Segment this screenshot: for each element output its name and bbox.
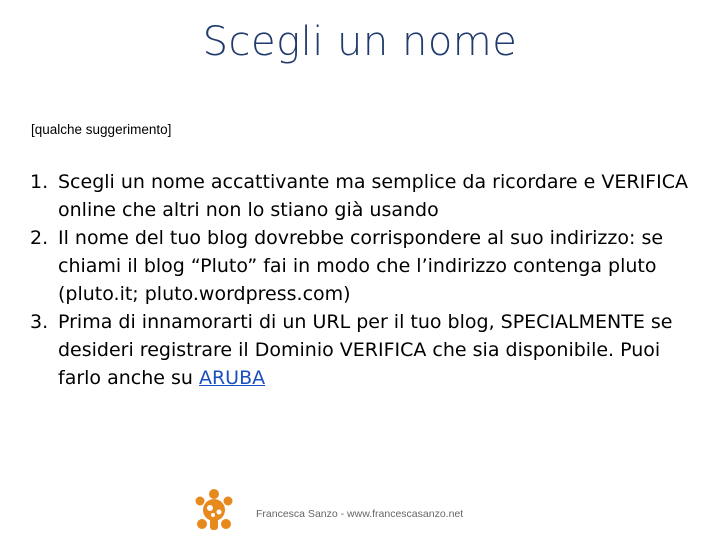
list-item <box>30 308 700 392</box>
list-item <box>30 224 700 308</box>
list-item-number: 2. <box>30 227 49 249</box>
list-item-number: 3. <box>30 311 49 333</box>
suggestion-list <box>30 168 700 392</box>
orange-figure-logo-icon <box>194 488 234 532</box>
footer-credit: Francesca Sanzo - www.francescasanzo.net <box>256 508 464 520</box>
slide-title: Scegli un nome <box>202 19 518 65</box>
slide-subtitle: [qualche suggerimento] <box>31 122 172 137</box>
list-item-text: Scegli un nome accattivante ma semplice da ricordare e VERIFICA online che altri non lo stiano già usando <box>58 171 688 221</box>
list-item-text: Il nome del tuo blog dovrebbe corrispondere al suo indirizzo: se chiami il blog “Pluto” fai in modo che l’indirizzo contenga pluto (pluto.it; pluto.wordpress.com) <box>58 227 664 305</box>
list-item <box>30 168 700 224</box>
list-item-number: 1. <box>30 171 49 193</box>
aruba-link[interactable]: ARUBA <box>198 367 266 389</box>
list-item-text: Prima di innamorarti di un URL per il tuo blog, SPECIALMENTE se desideri registrare il Dominio VERIFICA che sia disponibile. Puoi farlo anche su <box>58 311 673 389</box>
